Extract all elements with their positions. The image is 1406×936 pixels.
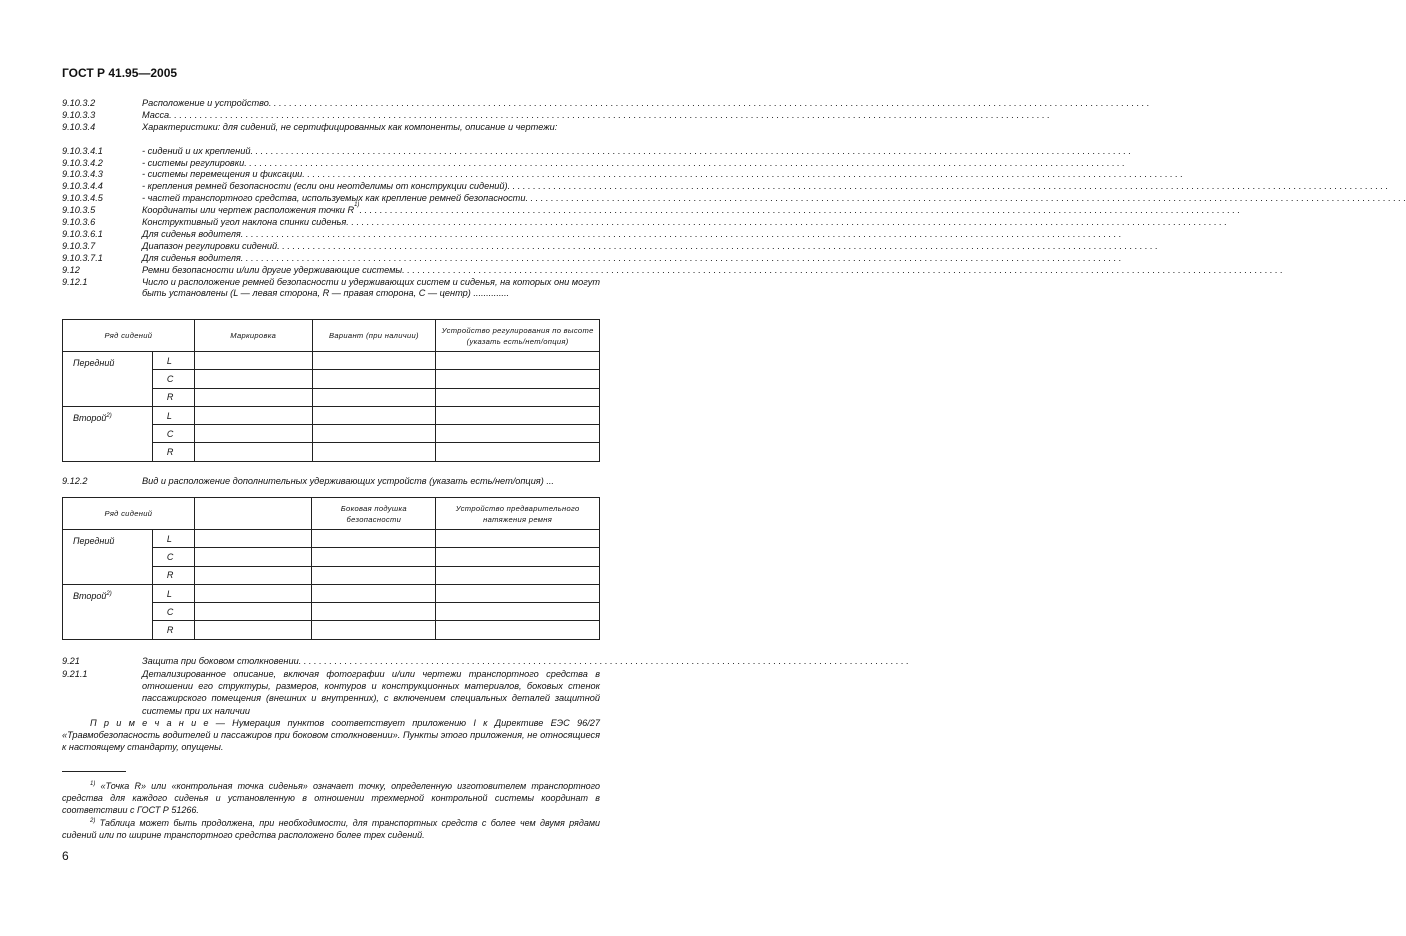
toc-item-number: 9.10.3.7.1 (62, 252, 103, 263)
toc-item-number: 9.10.3.2 (62, 98, 96, 108)
table-cell (436, 388, 600, 406)
table-cell (312, 584, 436, 602)
footnote-ref: 2) (106, 590, 112, 597)
leader-dots (359, 205, 1240, 217)
item-9-12-2-text: Вид и расположение дополнительных удерживающих устройств (указать есть/нет/опция) ... (142, 476, 554, 486)
toc-item (62, 202, 600, 217)
table-cell (436, 603, 600, 621)
item-9-21-1 (62, 668, 600, 717)
leader-dots (169, 110, 1050, 122)
toc-item (62, 253, 600, 265)
item-9-21-text: Защита при боковом столкновении (142, 656, 299, 666)
footnote-ref: 1) (354, 202, 360, 209)
leader-dots (402, 265, 1283, 277)
table-row (63, 530, 600, 548)
item-9-12-2-number: 9.12.2 (62, 476, 88, 486)
table-cell (312, 352, 436, 370)
toc-item (62, 193, 600, 205)
table-cell (312, 621, 436, 639)
table-cell (312, 548, 436, 566)
table-cell (312, 530, 436, 548)
footnote-ref: 2) (106, 412, 112, 419)
toc-item (62, 181, 600, 193)
table-cell (436, 548, 600, 566)
table1-header-variant: Вариант (при наличии) (312, 320, 436, 352)
seat-row-name: Передний (73, 358, 115, 368)
seat-side-label: C (152, 603, 194, 621)
table-cell (194, 530, 312, 548)
note-paragraph (62, 717, 600, 754)
leader-dots (302, 169, 1183, 181)
toc-item-number: 9.10.3.5 (62, 205, 96, 216)
table-row (63, 584, 600, 602)
toc-item-number: 9.10.3.4.1 (62, 145, 103, 156)
leader-dots (346, 217, 1227, 229)
table-cell (312, 370, 436, 388)
table2-header-row: Ряд сидений (63, 498, 195, 530)
footnote-2-text: Таблица может быть продолжена, при необходимости, для транспортных средств с более чем двумя рядами сидений или по ширине транспортного средства расположено более трех сидений. (62, 818, 600, 841)
table-cell (194, 443, 312, 461)
footnote-1-mark: 1) (90, 781, 96, 787)
toc-item-number: 9.10.3.3 (62, 109, 96, 120)
toc-item (62, 98, 600, 110)
toc-item-number: 9.10.3.4.4 (62, 181, 103, 192)
toc-item-number: 9.10.3.4 (62, 121, 96, 132)
toc-item-text: Координаты или чертеж расположения точки R (142, 205, 355, 216)
table1-header-marking: Маркировка (194, 320, 312, 352)
toc-item-number: 9.12 (62, 264, 80, 275)
table-cell (194, 388, 312, 406)
restraint-devices-table (62, 497, 600, 640)
item-9-21-number: 9.21 (62, 656, 80, 666)
seat-row-label (63, 530, 153, 585)
leader-dots (244, 158, 1125, 170)
table-cell (194, 548, 312, 566)
toc-item-text: Характеристики: для сидений, не сертифицированных как компоненты, описание и чертежи: (142, 121, 558, 132)
table-cell (436, 530, 600, 548)
toc-item-text: - системы перемещения и фиксации (142, 169, 303, 180)
toc-item (62, 169, 600, 181)
footnote-2 (62, 817, 600, 841)
table-cell (436, 621, 600, 639)
seat-row-label (63, 406, 153, 461)
table2-header-side-airbag: Боковая подушка безопасности (312, 498, 436, 530)
item-9-21 (62, 656, 909, 666)
toc-item (62, 265, 600, 277)
note-text: — Нумерация пунктов соответствует приложению I к Директиве ЕЭС 96/27 «Травмобезопасность водителей и пассажиров при боковом столкновении». Пункты этого приложения, не относящиеся к настоящему стандарту, опущены. (62, 718, 600, 753)
toc-item (62, 277, 600, 301)
table1-header-row: Ряд сидений (63, 320, 195, 352)
seat-side-label: L (152, 584, 194, 602)
leader-dots (241, 229, 1122, 241)
toc-item-text: Ремни безопасности и/или другие удерживающие системы (142, 264, 403, 275)
toc-item-text: Число и расположение ремней безопасности и удерживающих систем и сиденья, на которых они могут быть установлены (L — левая сторона, R — правая сторона, C — центр) .............. (142, 276, 600, 299)
leader-dots (277, 241, 1158, 253)
toc-item-text: - частей транспортного средства, используемых как крепление ремней безопасности (142, 193, 526, 204)
toc-item-number: 9.10.3.4.2 (62, 157, 103, 168)
toc-item-text: - крепления ремней безопасности (если они неотделимы от конструкции сидений) (142, 181, 508, 192)
seat-side-label: C (152, 425, 194, 443)
toc-item (62, 110, 600, 122)
toc-item-text: Для сиденья водителя (142, 252, 241, 263)
table-cell (194, 621, 312, 639)
footnote-2-mark: 2) (90, 818, 96, 824)
table-cell (312, 425, 436, 443)
table-cell (194, 584, 312, 602)
toc-list (62, 98, 600, 300)
table-row (63, 352, 600, 370)
table2-header-pretensioner: Устройство предварительного натяжения ремня (436, 498, 600, 530)
toc-item (62, 158, 600, 170)
table-cell (312, 566, 436, 584)
toc-item-text: Расположение и устройство (142, 98, 269, 108)
seat-side-label: L (152, 406, 194, 424)
toc-item-text: - сидений и их креплений (142, 145, 251, 156)
table-cell (436, 443, 600, 461)
toc-item (62, 146, 600, 158)
footnote-1-text: «Точка R» или «контрольная точка сиденья» означает точку, определенную изготовителем транспортного средства для каждого сиденья и установленную в отношении трехмерной контрольной системы координат в соответствии с ГОСТ Р 51266. (62, 781, 600, 816)
toc-item-number: 9.10.3.6.1 (62, 228, 103, 239)
table-cell (436, 425, 600, 443)
footnote-1 (62, 780, 600, 817)
table-cell (194, 352, 312, 370)
seat-side-label: L (152, 352, 194, 370)
table-cell (194, 370, 312, 388)
toc-item-text: Диапазон регулировки сидений (142, 240, 278, 251)
seat-row-label (63, 352, 153, 407)
toc-item-number: 9.10.3.4.5 (62, 193, 103, 204)
seat-row-name: Передний (73, 536, 115, 546)
table-cell (194, 406, 312, 424)
leader-dots (508, 181, 1389, 193)
leader-dots (250, 146, 1131, 158)
toc-item-number: 9.10.3.4.3 (62, 169, 103, 180)
seat-side-label: R (152, 621, 194, 639)
table-cell (312, 443, 436, 461)
seat-row-label (63, 584, 153, 639)
seat-belt-table (62, 319, 600, 462)
note-label: П р и м е ч а н и е (90, 718, 209, 728)
toc-item-number: 9.12.1 (62, 276, 88, 287)
table2-header-front-airbag (194, 498, 312, 530)
toc-item (62, 241, 600, 253)
page-number: 6 (62, 849, 69, 863)
toc-item (62, 217, 600, 229)
table-cell (312, 603, 436, 621)
seat-side-label: C (152, 370, 194, 388)
toc-item-text: Масса (142, 109, 170, 120)
leader-dots (241, 253, 1122, 265)
table-cell (436, 584, 600, 602)
toc-item (62, 122, 600, 146)
seat-row-name: Второй (73, 412, 107, 423)
footnote-divider (62, 771, 126, 772)
seat-side-label: R (152, 566, 194, 584)
table-cell (436, 352, 600, 370)
document-header: ГОСТ Р 41.95—2005 (62, 66, 178, 80)
toc-item (62, 229, 600, 241)
toc-item-number: 9.10.3.7 (62, 240, 96, 251)
seat-side-label: C (152, 548, 194, 566)
table-cell (194, 566, 312, 584)
seat-side-label: L (152, 530, 194, 548)
item-9-12-2 (62, 476, 600, 486)
leader-dots: . . . . . . . . . . . . . . . . . . . . . . . . . . . . . . . . . . . . . . . . . . . . . . . . . . . . . . . . . . . . . . . . . . . . . . . . . . . . . . . . . . . . . . . . . . . . . . . . . . . . . . . . . . . . . . . . . . . . . . . . (298, 656, 909, 666)
toc-item-text: Конструктивный угол наклона спинки сиденья (142, 217, 347, 228)
table-cell (436, 406, 600, 424)
toc-item-text: Для сиденья водителя (142, 228, 241, 239)
table-cell (436, 370, 600, 388)
seat-row-name: Второй (73, 590, 107, 601)
seat-side-label: R (152, 388, 194, 406)
table-row (63, 406, 600, 424)
leader-dots (525, 193, 1406, 205)
leader-dots (269, 98, 1150, 110)
table-cell (194, 425, 312, 443)
table-cell (436, 566, 600, 584)
item-9-21-1-number: 9.21.1 (62, 669, 88, 679)
toc-item-number: 9.10.3.6 (62, 217, 96, 228)
table-cell (312, 406, 436, 424)
toc-item-text: - системы регулировки (142, 157, 245, 168)
item-9-21-1-text: Детализированное описание, включая фотографии и/или чертежи транспортного средства в отношении его структуры, размеров, контуров и конструкционных материалов, боковых стенок пассажирского помещения (внешних и внутренних), с включением специальных деталей защитной системы при их наличии (142, 669, 600, 716)
table-cell (194, 603, 312, 621)
table-cell (312, 388, 436, 406)
table1-header-height-adjust: Устройство регулирования по высоте (указать есть/нет/опция) (436, 320, 600, 352)
seat-side-label: R (152, 443, 194, 461)
